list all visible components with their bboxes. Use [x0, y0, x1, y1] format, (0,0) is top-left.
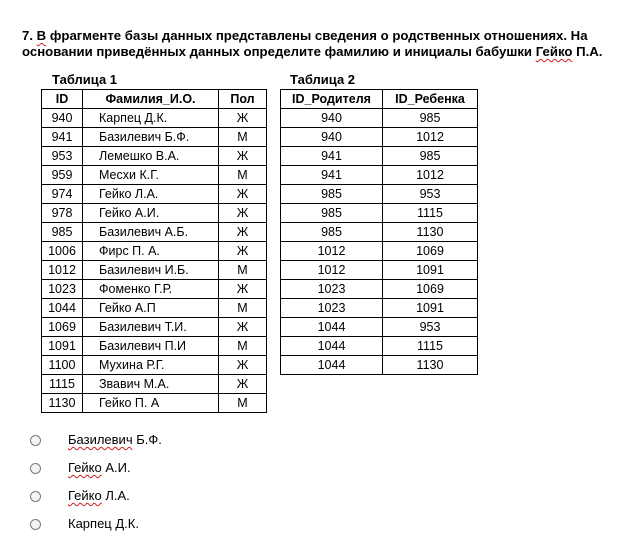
answer-option-surname: Базилевич [68, 432, 133, 447]
table2-cell-child-id: 1091 [383, 299, 478, 318]
table1-row [42, 204, 267, 223]
table2-row [281, 204, 478, 223]
table1-cell-id: 1006 [42, 242, 83, 261]
table1-cell-id: 974 [42, 185, 83, 204]
table1-cell-name: Гейко А.П [83, 299, 219, 318]
answer-option[interactable] [30, 431, 290, 459]
table2-cell-child-id: 1130 [383, 356, 478, 375]
table2-row [281, 109, 478, 128]
table1-cell-id: 1069 [42, 318, 83, 337]
answer-options [30, 431, 290, 543]
answer-option[interactable] [30, 459, 290, 487]
table1-cell-name: Гейко П. А [83, 394, 219, 413]
table1-cell-id: 1115 [42, 375, 83, 394]
table1-cell-sex: Ж [219, 356, 267, 375]
table1-row [42, 261, 267, 280]
table2-cell-parent-id: 1044 [281, 318, 383, 337]
table2-cell-parent-id: 985 [281, 204, 383, 223]
question-initials: П.А. [576, 44, 603, 59]
table2-cell-child-id: 953 [383, 185, 478, 204]
table1-cell-name: Карпец Д.К. [83, 109, 219, 128]
table1-cell-name: Базилевич И.Б. [83, 261, 219, 280]
table1-cell-name: Звавич М.А. [83, 375, 219, 394]
table1-row [42, 318, 267, 337]
table1-row [42, 223, 267, 242]
table1-cell-id: 941 [42, 128, 83, 147]
table1-cell-sex: М [219, 261, 267, 280]
table1-cell-sex: Ж [219, 223, 267, 242]
table2-cell-child-id: 1115 [383, 204, 478, 223]
table1-header-row [42, 90, 267, 109]
table1-row [42, 185, 267, 204]
table2 [280, 89, 478, 375]
table2-cell-child-id: 1012 [383, 166, 478, 185]
table1-cell-name: Базилевич П.И [83, 337, 219, 356]
table1-row [42, 242, 267, 261]
answer-option-initials: Л.А. [101, 488, 130, 503]
table2-cell-parent-id: 1023 [281, 299, 383, 318]
radio-button[interactable] [30, 435, 41, 446]
table1-cell-sex: М [219, 166, 267, 185]
table2-row [281, 185, 478, 204]
table2-cell-child-id: 1115 [383, 337, 478, 356]
table1-row [42, 299, 267, 318]
answer-option-surname: Гейко [68, 488, 102, 503]
table2-cell-parent-id: 1044 [281, 337, 383, 356]
table2-row [281, 242, 478, 261]
table1-cell-sex: Ж [219, 204, 267, 223]
table2-cell-child-id: 1091 [383, 261, 478, 280]
table1-cell-sex: Ж [219, 318, 267, 337]
table1-cell-name: Базилевич А.Б. [83, 223, 219, 242]
answer-option-initials: Б.Ф. [132, 432, 162, 447]
table1-cell-name: Гейко Л.А. [83, 185, 219, 204]
table1-header-name: Фамилия_И.О. [83, 90, 219, 109]
table1-cell-id: 978 [42, 204, 83, 223]
table2-cell-parent-id: 941 [281, 147, 383, 166]
table1-cell-sex: Ж [219, 185, 267, 204]
table2-cell-parent-id: 940 [281, 109, 383, 128]
answer-option-label[interactable] [68, 432, 162, 448]
table2-caption: Таблица 2 [290, 72, 356, 87]
table1-cell-id: 1100 [42, 356, 83, 375]
table2-row [281, 261, 478, 280]
table2-header-row [281, 90, 478, 109]
answer-option[interactable] [30, 515, 290, 543]
table1-cell-sex: Ж [219, 147, 267, 166]
table1-cell-id: 1044 [42, 299, 83, 318]
question-number: 7. [22, 28, 33, 43]
table1-cell-sex: Ж [219, 375, 267, 394]
table1-caption: Таблица 1 [52, 72, 118, 87]
table2-cell-parent-id: 940 [281, 128, 383, 147]
table1-cell-name: Фирс П. А. [83, 242, 219, 261]
table1-row [42, 280, 267, 299]
table2-row [281, 147, 478, 166]
table1-cell-id: 985 [42, 223, 83, 242]
table1-cell-id: 1091 [42, 337, 83, 356]
table1-cell-name: Мухина Р.Г. [83, 356, 219, 375]
question-body: фрагменте базы данных представлены сведения о родственных отношениях. На основании приведённых данных определите фамилию и инициалы бабушки [22, 28, 588, 59]
radio-button[interactable] [30, 491, 41, 502]
answer-option[interactable] [30, 487, 290, 515]
table1 [41, 89, 267, 413]
table1-cell-id: 959 [42, 166, 83, 185]
table2-cell-child-id: 1069 [383, 280, 478, 299]
table2-cell-child-id: 1069 [383, 242, 478, 261]
table2-cell-parent-id: 1012 [281, 242, 383, 261]
answer-option-text: Карпец Д.К. [68, 516, 139, 531]
table2-cell-parent-id: 985 [281, 223, 383, 242]
table1-cell-name: Базилевич Б.Ф. [83, 128, 219, 147]
question-text [22, 28, 622, 60]
table1-row [42, 109, 267, 128]
table2-cell-parent-id: 1012 [281, 261, 383, 280]
table1-cell-sex: М [219, 394, 267, 413]
table1-cell-name: Базилевич Т.И. [83, 318, 219, 337]
table1-row [42, 337, 267, 356]
table2-row [281, 166, 478, 185]
table1-row [42, 147, 267, 166]
table2-cell-parent-id: 1044 [281, 356, 383, 375]
table1-cell-sex: Ж [219, 280, 267, 299]
table1-cell-sex: Ж [219, 109, 267, 128]
table2-cell-child-id: 985 [383, 147, 478, 166]
table1-header-sex: Пол [219, 90, 267, 109]
table2-cell-child-id: 953 [383, 318, 478, 337]
table1-cell-name: Лемешко В.А. [83, 147, 219, 166]
table2-header-parent: ID_Родителя [281, 90, 383, 109]
radio-button[interactable] [30, 463, 41, 474]
table1-header-id: ID [42, 90, 83, 109]
question-word-v: В [36, 28, 47, 43]
table2-row [281, 356, 478, 375]
table1-row [42, 166, 267, 185]
answer-option-initials: А.И. [101, 460, 131, 475]
table2-row [281, 128, 478, 147]
answer-option-label[interactable] [68, 516, 139, 532]
table2-cell-child-id: 985 [383, 109, 478, 128]
table1-row [42, 394, 267, 413]
table1-row [42, 375, 267, 394]
table1-cell-sex: М [219, 128, 267, 147]
table2-cell-parent-id: 985 [281, 185, 383, 204]
question-surname: Гейко [535, 44, 573, 59]
radio-button[interactable] [30, 519, 41, 530]
table1-cell-name: Месхи К.Г. [83, 166, 219, 185]
table1-row [42, 356, 267, 375]
table2-row [281, 318, 478, 337]
table2-cell-child-id: 1012 [383, 128, 478, 147]
table1-cell-sex: М [219, 337, 267, 356]
table2-cell-parent-id: 941 [281, 166, 383, 185]
table1-cell-name: Гейко А.И. [83, 204, 219, 223]
table1-cell-name: Фоменко Г.Р. [83, 280, 219, 299]
table1-cell-id: 1130 [42, 394, 83, 413]
table1-cell-id: 953 [42, 147, 83, 166]
table2-row [281, 280, 478, 299]
table2-cell-child-id: 1130 [383, 223, 478, 242]
table2-row [281, 337, 478, 356]
table2-row [281, 223, 478, 242]
answer-option-label[interactable] [68, 488, 130, 504]
table2-row [281, 299, 478, 318]
table2-cell-parent-id: 1023 [281, 280, 383, 299]
table1-cell-sex: М [219, 299, 267, 318]
table1-cell-id: 1012 [42, 261, 83, 280]
table1-row [42, 128, 267, 147]
answer-option-label[interactable] [68, 460, 131, 476]
table2-header-child: ID_Ребенка [383, 90, 478, 109]
table1-cell-sex: Ж [219, 242, 267, 261]
answer-option-surname: Гейко [68, 460, 102, 475]
table1-cell-id: 1023 [42, 280, 83, 299]
table1-cell-id: 940 [42, 109, 83, 128]
